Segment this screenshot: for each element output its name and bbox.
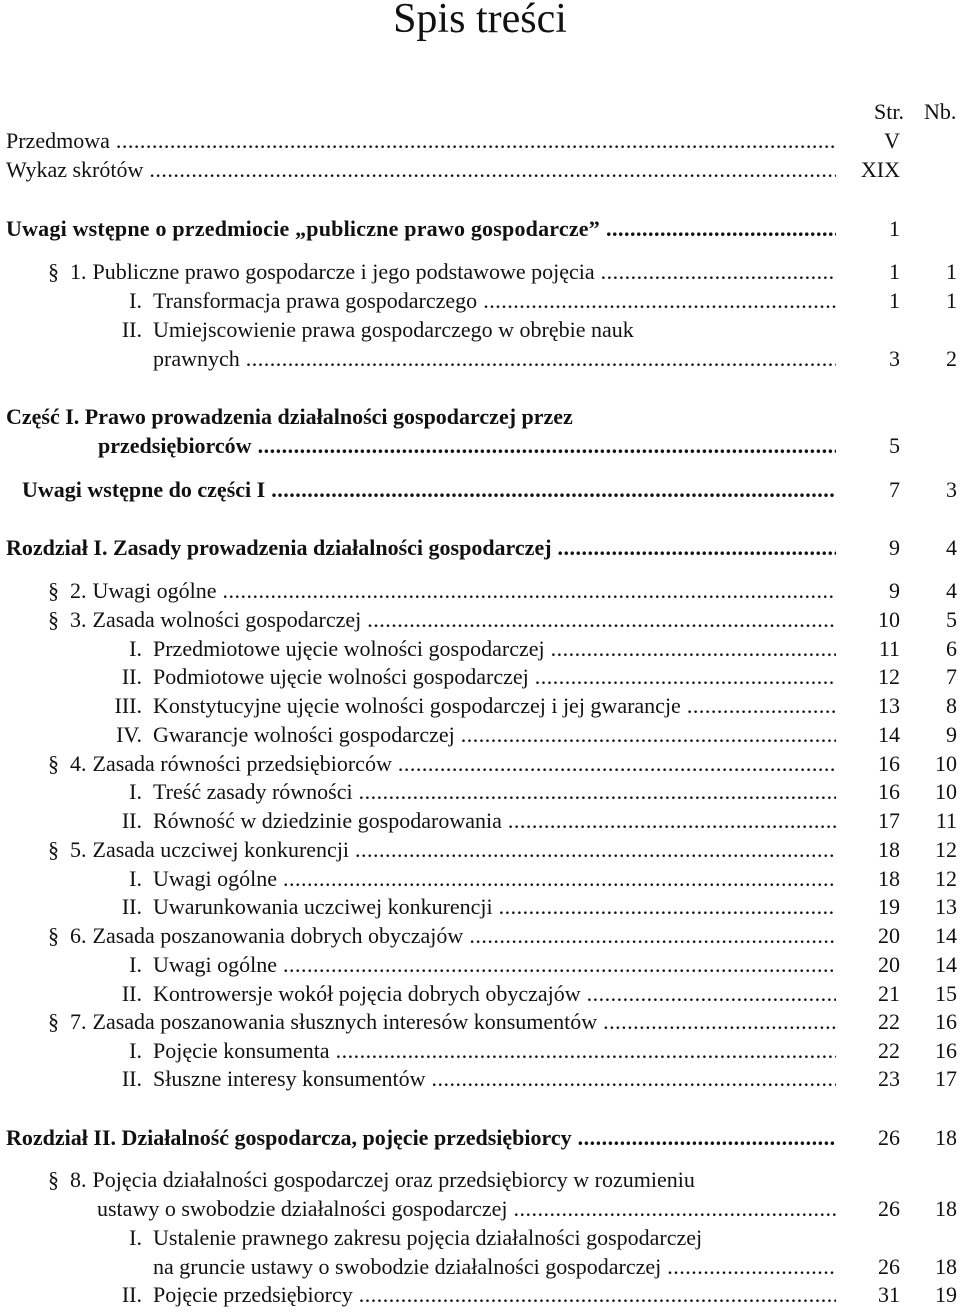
toc-margin-number: 15 [935,981,957,1006]
toc-entry-continuation[interactable] [0,431,960,461]
section-number: 1. [70,259,87,284]
toc-margin-number: 14 [935,923,957,948]
toc-entry-subsection[interactable] [0,892,960,922]
toc-entry-title: Słuszne interesy konsumentów ..... [153,1064,836,1094]
toc-entry-title-continued: ustawy o swobodzie działalności gospodarczej ..... [97,1194,836,1224]
roman-numeral: I. [129,1225,142,1250]
toc-entry-subsection[interactable] [0,777,960,807]
toc-margin-number: 1 [946,288,957,313]
toc-entry-title: Treść zasady równości ..... [153,777,836,807]
toc-entry-paragraph-2[interactable] [0,576,960,606]
toc-page-number: 5 [889,433,900,458]
toc-margin-number: 8 [946,693,957,718]
toc-entry-paragraph-7[interactable] [0,1007,960,1037]
toc-entry-text [70,835,836,865]
roman-numeral: II. [121,317,142,342]
toc-page-number: 10 [878,607,900,632]
toc-entry-subsection[interactable] [0,1036,960,1066]
toc-entry-subsection[interactable] [0,864,960,894]
toc-page-number: 3 [889,346,900,371]
section-sign: § [48,607,59,632]
toc-page-number: 11 [878,636,900,661]
toc-entry-text [70,605,836,635]
toc-margin-number: 9 [946,722,957,747]
section-sign: § [48,1167,59,1192]
toc-entry-subsection[interactable] [0,286,960,316]
toc-entry-title: Część I. Prawo prowadzenia działalności gospodarczej przez [6,404,573,429]
page-title: Spis treści [393,0,567,42]
toc-margin-number: 1 [946,259,957,284]
toc-page-number: 18 [878,866,900,891]
toc-entry-title: Zasada równości przedsiębiorców [92,751,392,776]
column-header-margin-number: Nb. [924,99,957,124]
toc-entry-title-continued: przedsiębiorców ..... [98,431,836,461]
roman-numeral: I. [129,1038,142,1063]
toc-page-number: 22 [878,1038,900,1063]
toc-page-number: 16 [878,751,900,776]
toc-entry-title: Uwagi wstępne do części I ..... [22,475,836,505]
section-sign: § [48,923,59,948]
toc-entry-paragraph-8[interactable] [0,1165,960,1195]
toc-margin-number: 19 [935,1282,957,1307]
roman-numeral: I. [129,636,142,661]
toc-entry-continuation[interactable] [0,1252,960,1282]
toc-page-number: 1 [889,216,900,241]
roman-numeral: IV. [116,722,142,747]
toc-entry-subsection[interactable] [0,1280,960,1310]
toc-entry-paragraph-6[interactable] [0,921,960,951]
toc-margin-number: 18 [935,1196,957,1221]
roman-numeral: I. [129,866,142,891]
toc-page-number: 9 [889,535,900,560]
toc-page-number: XIX [860,157,900,182]
toc-entry-title: Gwarancje wolności gospodarczej ..... [153,720,836,750]
toc-page-number: 1 [889,288,900,313]
toc-entry-title: Podmiotowe ujęcie wolności gospodarczej ..... [153,662,836,692]
toc-entry-title: Uwagi ogólne ..... [153,950,836,980]
toc-entry-subsection[interactable] [0,806,960,836]
toc-margin-number: 17 [935,1066,957,1091]
roman-numeral: II. [121,1282,142,1307]
toc-page-number: 26 [878,1196,900,1221]
toc-entry-subsection[interactable] [0,634,960,664]
toc-margin-number: 4 [946,535,957,560]
toc-entry-part-1[interactable] [0,402,960,432]
toc-entry-title: Zasada poszanowania słusznych interesów konsumentów [92,1009,598,1034]
toc-entry-title: Umiejscowienie prawa gospodarczego w obrębie nauk [153,317,634,342]
toc-page-number: 22 [878,1009,900,1034]
toc-page-number: 19 [878,894,900,919]
toc-page-number: V [884,128,900,153]
toc-entry-subsection[interactable] [0,720,960,750]
toc-entry-title: Zasada poszanowania dobrych obyczajów [92,923,464,948]
toc-entry-title: Rozdział II. Działalność gospodarcza, pojęcie przedsiębiorcy ..... [6,1123,836,1153]
toc-page-number: 17 [878,808,900,833]
toc-entry-subsection[interactable] [0,1064,960,1094]
toc-page-number: 26 [878,1125,900,1150]
roman-numeral: I. [129,952,142,977]
toc-page-number: 18 [878,837,900,862]
toc-entry-subsection[interactable] [0,662,960,692]
toc-margin-number: 16 [935,1009,957,1034]
toc-entry-continuation[interactable] [0,344,960,374]
toc-page-number: 16 [878,779,900,804]
toc-entry-title: Wykaz skrótów ..... [6,155,836,185]
toc-entry-title: Rozdział I. Zasady prowadzenia działalności gospodarczej ..... [6,533,836,563]
section-sign: § [48,837,59,862]
toc-entry-subsection[interactable] [0,315,960,345]
toc-entry-title: Przedmiotowe ujęcie wolności gospodarczej ..... [153,634,836,664]
toc-entry-title: Zasada wolności gospodarczej [92,607,362,632]
toc-entry-title: Uwagi ogólne [92,578,217,603]
toc-margin-number: 4 [946,578,957,603]
toc-page-number: 1 [889,259,900,284]
toc-entry-subsection[interactable] [0,1223,960,1253]
section-number: 5. [70,837,87,862]
toc-entry-paragraph-4[interactable] [0,749,960,779]
toc-page-number: 7 [889,477,900,502]
toc-margin-number: 10 [935,779,957,804]
toc-entry-preface[interactable] [0,126,960,156]
toc-page-number: 26 [878,1254,900,1279]
toc-entry-introduction[interactable] [0,214,960,244]
toc-entry-chapter-2[interactable] [0,1123,960,1153]
toc-entry-text [70,921,836,951]
toc-margin-number: 12 [935,866,957,891]
toc-page-number: 20 [878,923,900,948]
toc-page-number: 23 [878,1066,900,1091]
section-sign: § [48,1009,59,1034]
toc-entry-text [70,576,836,606]
section-sign: § [48,751,59,776]
toc-page-number: 13 [878,693,900,718]
roman-numeral: II. [121,808,142,833]
toc-entry-paragraph-5[interactable] [0,835,960,865]
toc-page-number: 9 [889,578,900,603]
toc-entry-paragraph-1[interactable] [0,257,960,287]
toc-entry-title: Ustalenie prawnego zakresu pojęcia działalności gospodarczej [153,1225,703,1250]
roman-numeral: II. [121,981,142,1006]
toc-entry-paragraph-3[interactable] [0,605,960,635]
toc-entry-text [70,1165,836,1195]
toc-margin-number: 11 [935,808,957,833]
toc-margin-number: 6 [946,636,957,661]
toc-entry-abbreviations[interactable] [0,155,960,185]
toc-entry-title: Pojęcie konsumenta ..... [153,1036,836,1066]
toc-entry-title: Równość w dziedzinie gospodarowania ..... [153,806,836,836]
toc-entry-subsection[interactable] [0,691,960,721]
toc-entry-subsection[interactable] [0,950,960,980]
section-number: 2. [70,578,87,603]
toc-page-number: 12 [878,664,900,689]
toc-margin-number: 18 [935,1125,957,1150]
toc-entry-title: Przedmowa ..... [6,126,836,156]
section-sign: § [48,578,59,603]
toc-margin-number: 18 [935,1254,957,1279]
toc-entry-title: Publiczne prawo gospodarcze i jego podstawowe pojęcia [92,259,595,284]
toc-page-number: 20 [878,952,900,977]
toc-entry-title-continued: prawnych ..... [153,344,836,374]
toc-margin-number: 5 [946,607,957,632]
toc-entry-title: Transformacja prawa gospodarczego ..... [153,286,836,316]
section-number: 8. [70,1167,87,1192]
roman-numeral: II. [121,664,142,689]
toc-entry-title: Pojęcie przedsiębiorcy ..... [153,1280,836,1310]
toc-entry-title-continued: na gruncie ustawy o swobodzie działalności gospodarczej ..... [153,1252,836,1282]
toc-entry-text [70,1007,836,1037]
section-number: 3. [70,607,87,632]
toc-entry-title: Zasada uczciwej konkurencji [92,837,350,862]
section-number: 4. [70,751,87,776]
roman-numeral: II. [121,894,142,919]
toc-page-number: 21 [878,981,900,1006]
toc-margin-number: 3 [946,477,957,502]
roman-numeral: II. [121,1066,142,1091]
toc-entry-title: Konstytucyjne ujęcie wolności gospodarczej i jej gwarancje ..... [153,691,836,721]
toc-entry-part-1-introduction[interactable] [0,475,960,505]
section-number: 6. [70,923,87,948]
toc-margin-number: 10 [935,751,957,776]
section-sign: § [48,259,59,284]
toc-margin-number: 16 [935,1038,957,1063]
toc-entry-title: Uwagi wstępne o przedmiocie „publiczne prawo gospodarcze” ..... [6,214,836,244]
toc-entry-text [70,749,836,779]
toc-margin-number: 2 [946,346,957,371]
toc-margin-number: 12 [935,837,957,862]
toc-entry-text [70,257,836,287]
roman-numeral: I. [129,288,142,313]
toc-entry-title: Uwagi ogólne ..... [153,864,836,894]
roman-numeral: III. [114,693,142,718]
toc-page-number: 31 [878,1282,900,1307]
toc-entry-title: Kontrowersje wokół pojęcia dobrych obyczajów ..... [153,979,836,1009]
toc-page-number: 14 [878,722,900,747]
column-header-page: Str. [874,99,904,124]
toc-margin-number: 13 [935,894,957,919]
section-number: 7. [70,1009,87,1034]
toc-margin-number: 7 [946,664,957,689]
toc-entry-continuation[interactable] [0,1194,960,1224]
roman-numeral: I. [129,779,142,804]
toc-margin-number: 14 [935,952,957,977]
toc-entry-chapter-1[interactable] [0,533,960,563]
toc-entry-subsection[interactable] [0,979,960,1009]
toc-entry-title: Uwarunkowania uczciwej konkurencji ..... [153,892,836,922]
toc-entry-title: Pojęcia działalności gospodarczej oraz przedsiębiorcy w rozumieniu [92,1167,695,1192]
